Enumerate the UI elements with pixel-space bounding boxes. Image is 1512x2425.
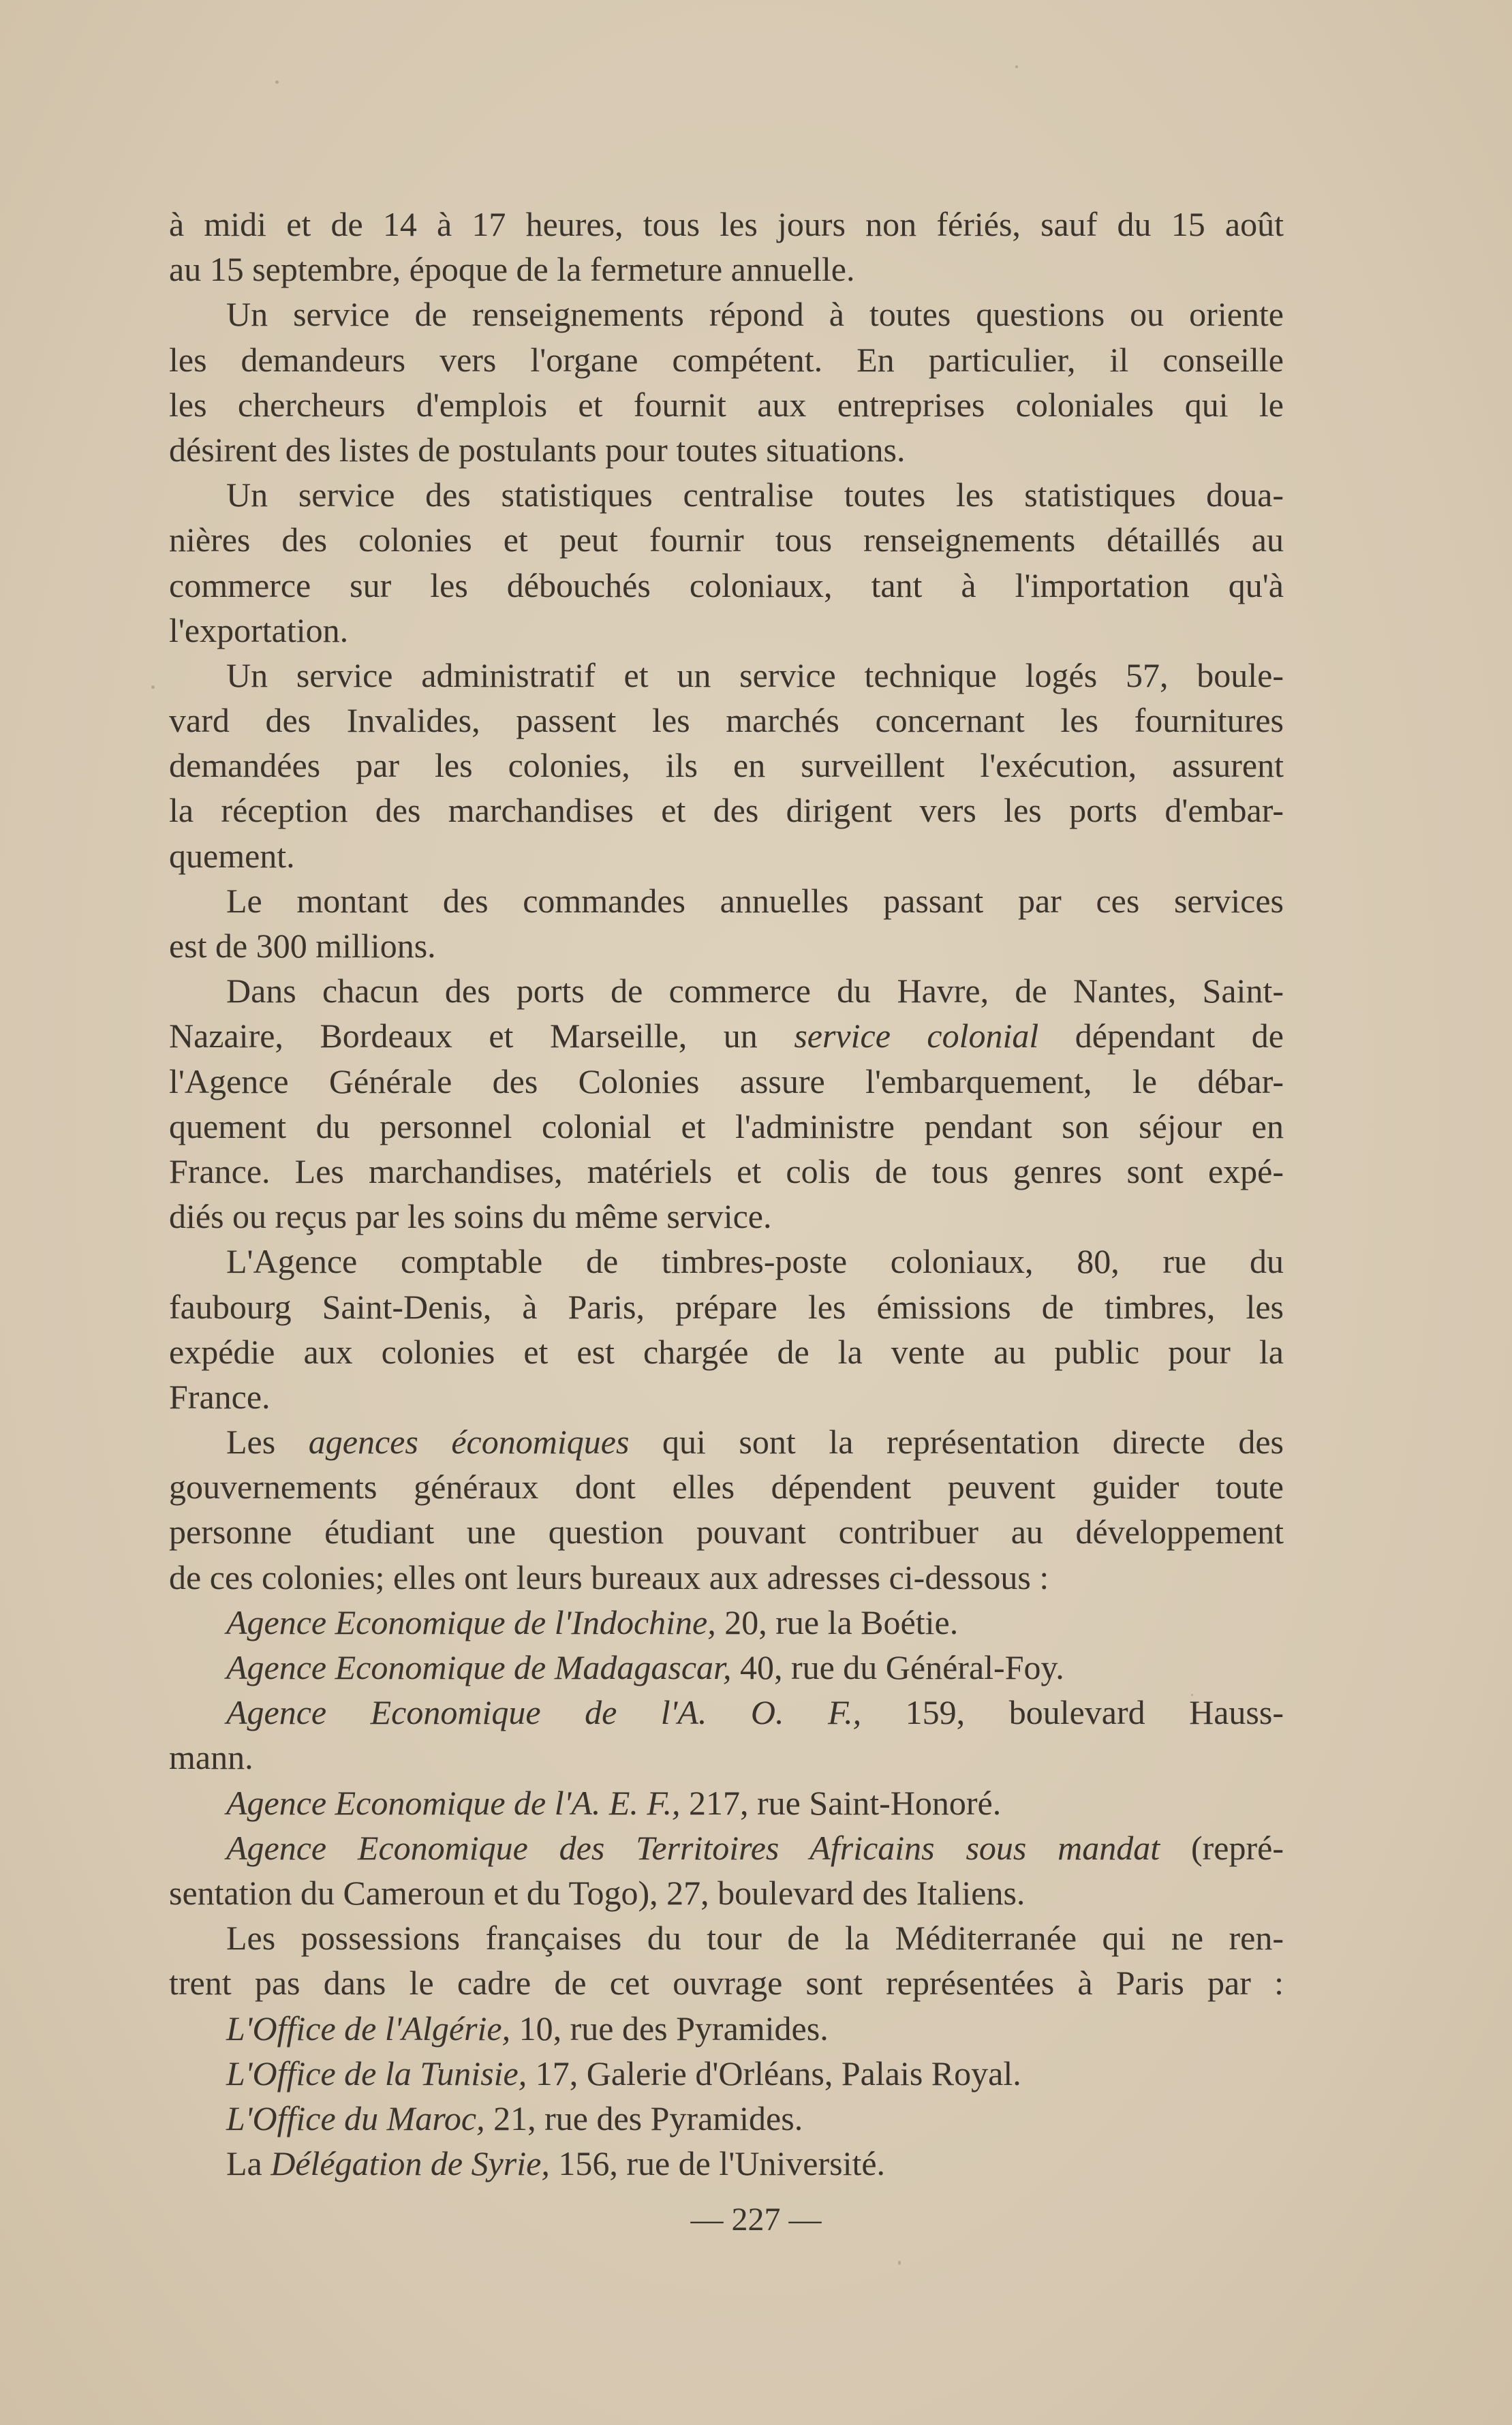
text-line [169, 1645, 1284, 1690]
text-span: dépendant de [1038, 1017, 1284, 1055]
text-line [169, 833, 1284, 878]
text-span: quement du personnel colonial et l'administre pendant son séjour en [169, 1107, 1284, 1145]
text-span: L'Agence comptable de timbres-poste coloniaux, 80, rue du [226, 1242, 1284, 1281]
text-line [169, 743, 1284, 788]
text-span: 21, rue des Pyramides. [484, 2099, 803, 2137]
text-line [169, 563, 1284, 608]
text-line [169, 878, 1284, 923]
text-line [169, 653, 1284, 698]
text-line [169, 2051, 1284, 2096]
text-line [169, 1194, 1284, 1239]
italic-text: Agence Economique de l'A. O. F., [226, 1693, 862, 1732]
text-line [169, 1600, 1284, 1645]
text-span: Un service des statistiques centralise toutes les statistiques doua- [226, 476, 1284, 514]
text-line [169, 427, 1284, 472]
paper-speck [898, 2261, 901, 2265]
text-span: nières des colonies et peut fournir tous renseignements détaillés au [169, 521, 1284, 559]
text-span: La [226, 2144, 271, 2183]
text-span: mann. [169, 1738, 253, 1777]
italic-text: Délégation de Syrie, [271, 2144, 550, 2183]
text-span: personne étudiant une question pouvant contribuer au développement [169, 1513, 1284, 1551]
text-span: diés ou reçus par les soins du même service. [169, 1197, 772, 1236]
text-line [169, 1825, 1284, 1870]
text-line [169, 247, 1284, 292]
text-line [169, 1104, 1284, 1149]
text-span: commerce sur les débouchés coloniaux, tant à l'importation qu'à [169, 566, 1284, 604]
text-line [169, 337, 1284, 382]
text-line [169, 1555, 1284, 1600]
text-span: expédie aux colonies et est chargée de la vente au public pour la [169, 1332, 1284, 1371]
text-line [169, 1960, 1284, 2005]
text-line [169, 1509, 1284, 1554]
italic-text: Agence Economique de l'A. E. F., [226, 1783, 681, 1822]
text-span: 217, rue Saint-Honoré. [680, 1783, 1002, 1822]
text-span: vard des Invalides, passent les marchés concernant les fournitures [169, 701, 1284, 740]
italic-text: L'Office du Maroc, [226, 2099, 485, 2137]
body-text [169, 202, 1284, 2186]
text-line [169, 517, 1284, 562]
text-span: 40, rue du Général-Foy. [731, 1648, 1064, 1686]
paper-speck [1191, 1694, 1193, 1696]
text-line [169, 1284, 1284, 1329]
text-span: Les possessions françaises du tour de la Méditerranée qui ne ren- [226, 1919, 1284, 1958]
text-line [169, 382, 1284, 427]
text-span: 17, Galerie d'Orléans, Palais Royal. [527, 2054, 1021, 2092]
text-span: à midi et de 14 à 17 heures, tous les jours non fériés, sauf du 15 août [169, 205, 1284, 243]
text-line [169, 1013, 1284, 1058]
text-span: les chercheurs d'emplois et fournit aux entreprises coloniales qui le [169, 385, 1284, 424]
text-line [169, 1870, 1284, 1915]
paper-speck [1015, 65, 1018, 68]
text-span: de ces colonies; elles ont leurs bureaux aux adresses ci-dessous : [169, 1558, 1049, 1596]
text-line [169, 1059, 1284, 1104]
text-span: l'Agence Générale des Colonies assure l'embarquement, le débar- [169, 1062, 1284, 1100]
text-span: 10, rue des Pyramides. [510, 2009, 829, 2048]
text-span: 156, rue de l'Université. [549, 2144, 886, 2183]
text-span: (repré- [1160, 1828, 1284, 1867]
text-span: demandées par les colonies, ils en surveillent l'exécution, assurent [169, 746, 1284, 785]
text-line [169, 1374, 1284, 1419]
text-span: Un service administratif et un service technique logés 57, boule- [226, 655, 1284, 694]
text-span: les demandeurs vers l'organe compétent. En particulier, il conseille [169, 340, 1284, 379]
text-span: quement. [169, 836, 295, 875]
text-line [169, 1464, 1284, 1509]
text-span: Le montant des commandes annuelles passant par ces services [226, 881, 1284, 920]
italic-text: Agence Economique de l'Indochine, [226, 1603, 716, 1641]
text-span: gouvernements généraux dont elles dépendent peuvent guider toute [169, 1468, 1284, 1507]
text-line [169, 698, 1284, 743]
text-line [169, 1419, 1284, 1464]
italic-text: L'Office de la Tunisie, [226, 2054, 527, 2092]
text-line [169, 1239, 1284, 1284]
text-line [169, 2006, 1284, 2051]
italic-text: Agence Economique de Madagascar, [226, 1648, 732, 1686]
text-span: 20, rue la Boétie. [715, 1603, 959, 1641]
text-line [169, 788, 1284, 833]
text-span: l'exportation. [169, 611, 349, 649]
text-line [169, 472, 1284, 517]
text-span: Dans chacun des ports de commerce du Havre, de Nantes, Saint- [226, 972, 1284, 1010]
text-span: faubourg Saint-Denis, à Paris, prépare les émissions de timbres, les [169, 1287, 1284, 1326]
text-span: France. Les marchandises, matériels et colis de tous genres sont expé- [169, 1152, 1284, 1190]
paper-speck [275, 80, 279, 84]
text-span: France. [169, 1377, 271, 1416]
text-line [169, 608, 1284, 653]
text-span: Nazaire, Bordeaux et Marseille, un [169, 1017, 794, 1055]
italic-text: service colonial [794, 1017, 1039, 1055]
text-span: Les [226, 1423, 309, 1462]
text-line [169, 1329, 1284, 1374]
text-line [169, 1735, 1284, 1780]
text-span: sentation du Cameroun et du Togo), 27, boulevard des Italiens. [169, 1873, 1025, 1912]
text-span: au 15 septembre, époque de la fermeture annuelle. [169, 250, 855, 289]
text-span: 159, boulevard Hauss- [861, 1693, 1284, 1732]
italic-text: L'Office de l'Algérie, [226, 2009, 511, 2048]
text-line [169, 202, 1284, 247]
text-line [169, 1780, 1284, 1825]
text-span: Un service de renseignements répond à toutes questions ou oriente [226, 295, 1284, 334]
italic-text: Agence Economique des Territoires Africains sous mandat [226, 1828, 1160, 1867]
text-span: qui sont la représentation directe des [629, 1423, 1284, 1462]
paper-speck [151, 685, 155, 689]
text-span: désirent des listes de postulants pour toutes situations. [169, 430, 906, 469]
text-span: trent pas dans le cadre de cet ouvrage sont représentées à Paris par : [169, 1964, 1284, 2003]
text-line [169, 292, 1284, 337]
text-line [169, 1690, 1284, 1735]
text-line [169, 968, 1284, 1013]
text-span: est de 300 millions. [169, 927, 436, 965]
page-number: — 227 — [690, 2202, 822, 2238]
text-line [169, 2096, 1284, 2141]
text-span: la réception des marchandises et des dirigent vers les ports d'embar- [169, 791, 1284, 830]
text-line [169, 1149, 1284, 1194]
text-line [169, 1915, 1284, 1960]
text-line [169, 2141, 1284, 2186]
text-line [169, 923, 1284, 968]
italic-text: agences économiques [308, 1423, 630, 1462]
